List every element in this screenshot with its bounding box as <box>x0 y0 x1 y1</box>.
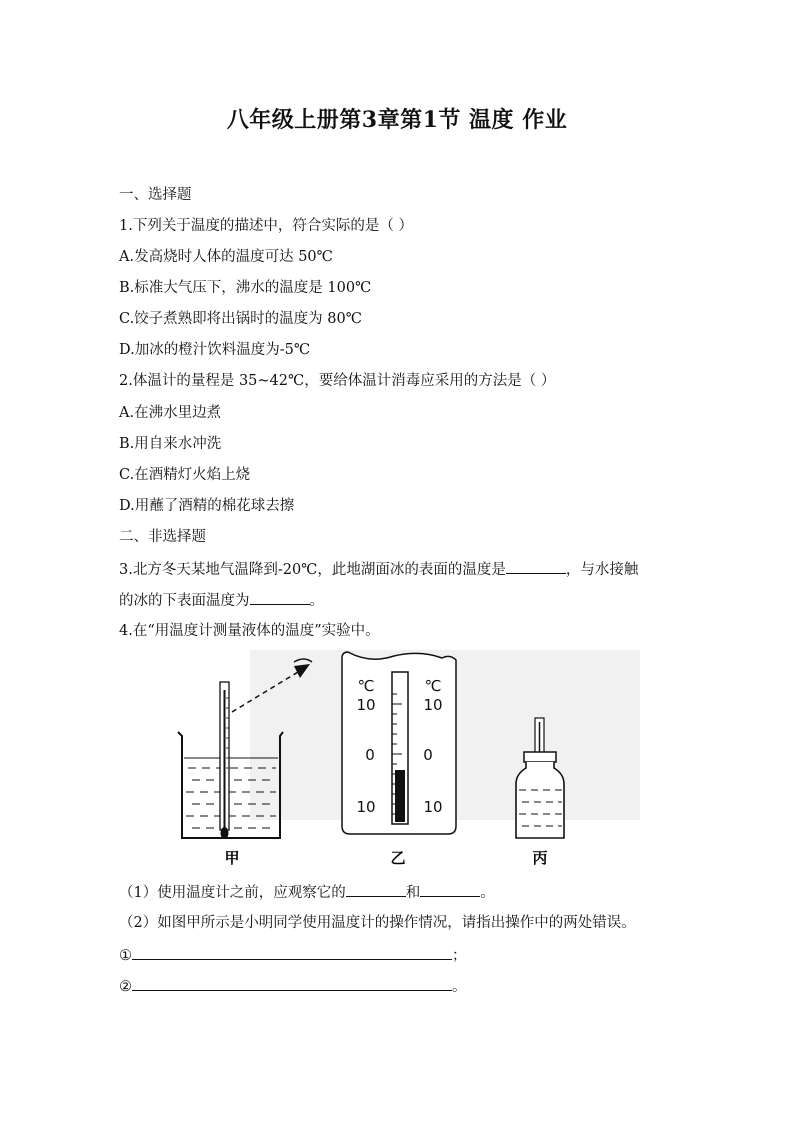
question-3-line-2 <box>119 590 324 611</box>
question-2-option-a: A.在沸水里边煮 <box>119 405 222 421</box>
section-heading-choice: 一、选择题 <box>119 187 192 203</box>
scale-right-zero: 0 <box>423 746 433 764</box>
scale-left-top: 10 <box>356 696 376 714</box>
page-title: 八年级上册第3章第1节 温度 作业 <box>226 107 568 133</box>
question-2-option-d: D.用蘸了酒精的棉花球去擦 <box>119 498 295 514</box>
question-4-sub-1-text-a: （1）使用温度计之前，应观察它的 <box>119 885 346 901</box>
question-1-option-d: D.加冰的橙汁饮料温度为-5℃ <box>119 342 311 358</box>
question-3-text-2: ，与水接触 <box>565 562 639 578</box>
question-4-sub-1-text-c: 。 <box>480 885 495 901</box>
scale-right-bottom: 10 <box>423 798 443 816</box>
figure-label-bing: 丙 <box>532 849 548 867</box>
question-4-answer-2 <box>119 976 467 997</box>
figure-label-jia: 甲 <box>224 849 240 867</box>
question-4-stem: 4.在“用温度计测量液体的温度”实验中。 <box>119 623 380 639</box>
thermometer-yi <box>342 652 456 834</box>
scale-left-zero: 0 <box>365 746 375 764</box>
thermometer-jia <box>220 682 229 839</box>
question-1-option-c: C.饺子煮熟即将出锅时的温度为 80℃ <box>119 311 362 327</box>
answer-blank-ice-surface[interactable] <box>506 559 566 574</box>
scale-left-bottom: 10 <box>356 798 376 816</box>
answer-1-prefix: ① <box>119 948 132 964</box>
question-4-sub-1 <box>119 882 495 903</box>
answer-2-suffix: 。 <box>452 979 467 995</box>
question-1-stem: 1.下列关于温度的描述中，符合实际的是（ ） <box>119 218 413 234</box>
answer-blank-range[interactable] <box>346 882 406 897</box>
question-2-option-b: B.用自来水冲洗 <box>119 436 222 452</box>
question-2-option-c: C.在酒精灯火焰上烧 <box>119 467 251 483</box>
question-3-text-1: 3.北方冬天某地气温降到-20℃，此地湖面冰的表面的温度是 <box>119 562 506 578</box>
answer-2-prefix: ② <box>119 979 132 995</box>
figure-label-yi: 乙 <box>390 849 406 867</box>
question-4-sub-2: （2）如图甲所示是小明同学使用温度计的操作情况，请指出操作中的两处错误。 <box>119 915 636 931</box>
question-3-line-1 <box>119 559 638 580</box>
answer-blank-ice-bottom[interactable] <box>250 590 310 605</box>
question-4-sub-1-text-b: 和 <box>405 885 421 901</box>
unit-left: ℃ <box>357 677 375 695</box>
section-heading-nonchoice: 二、非选择题 <box>119 529 206 545</box>
question-2-stem: 2.体温计的量程是 35~42℃，要给体温计消毒应采用的方法是（ ） <box>119 373 556 389</box>
question-3-text-3: 的冰的下表面温度为 <box>119 593 250 609</box>
question-1-option-b: B.标准大气压下，沸水的温度是 100℃ <box>119 280 372 296</box>
question-1-option-a: A.发高烧时人体的温度可达 50℃ <box>119 249 333 265</box>
scale-right-top: 10 <box>423 696 443 714</box>
thermometer-figure <box>170 650 640 870</box>
answer-blank-division[interactable] <box>420 882 480 897</box>
unit-right: ℃ <box>424 677 442 695</box>
question-3-text-4: 。 <box>309 593 324 609</box>
answer-blank-error-1[interactable] <box>132 945 452 960</box>
answer-blank-error-2[interactable] <box>132 976 452 991</box>
answer-1-suffix: ； <box>452 948 467 964</box>
question-4-answer-1 <box>119 945 467 966</box>
